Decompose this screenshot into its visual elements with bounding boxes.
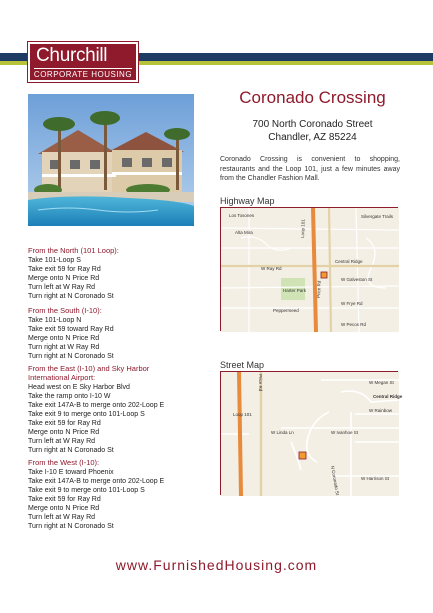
street-road-megan: W Megan St (369, 380, 394, 385)
direction-step: Turn left at W Ray Rd (28, 514, 96, 521)
directions-heading: From the West (I-10): (28, 458, 100, 467)
direction-step: Turn left at W Ray Rd (28, 284, 96, 291)
direction-step: Take exit 59 for Ray Rd (28, 496, 101, 503)
highway-map (220, 207, 398, 331)
direction-step: Turn right at N Coronado St (28, 447, 114, 454)
highway-road-loop-101: Loop 101 (300, 219, 306, 239)
direction-step: Take exit 9 to merge onto 101-Loop S (28, 487, 145, 494)
direction-step: Take the ramp onto I-10 W (28, 393, 111, 400)
highway-place-harter-park: Harter Park (283, 288, 307, 293)
direction-step: Turn right at N Coronado St (28, 293, 114, 300)
property-photo (28, 94, 194, 226)
street-property-pin-icon (299, 452, 306, 459)
logo-name: Churchill (36, 45, 108, 66)
street-road-rainbow: W Rainbow (369, 408, 393, 413)
direction-step: Merge onto N Price Rd (28, 505, 100, 512)
directions-west (28, 458, 218, 531)
direction-step: Merge onto N Price Rd (28, 429, 100, 436)
directions-heading: From the South (I-10): (28, 306, 102, 315)
highway-road-galveston: W Galveston St (341, 277, 373, 282)
direction-step: Take I-10 E toward Phoenix (28, 469, 114, 476)
directions-heading: From the North (101 Loop): (28, 246, 119, 255)
property-pin-icon (321, 272, 327, 278)
street-road-coronado: N Coronado St (330, 465, 341, 496)
direction-step: Turn right at N Coronado St (28, 353, 114, 360)
highway-place-peppermeed: Peppermeed (273, 308, 299, 313)
direction-step: Take exit 147A-B to merge onto 202-Loop E (28, 402, 165, 409)
highway-place-los-tosones: Los Tosones (229, 213, 255, 218)
street-road-harrison: W Harrison St (361, 476, 390, 481)
direction-step: Turn left at W Ray Rd (28, 438, 96, 445)
direction-step: Take exit 59 for Ray Rd (28, 266, 101, 273)
direction-step: Take exit 147A-B to merge onto 202-Loop E (28, 478, 165, 485)
direction-step: Take 101-Loop S (28, 257, 81, 264)
directions-north (28, 246, 218, 301)
direction-step: Take 101-Loop N (28, 317, 82, 324)
website-link[interactable]: www.FurnishedHousing.com (115, 557, 318, 573)
direction-step: Take exit 59 for Ray Rd (28, 420, 101, 427)
city-state-zip: Chandler, AZ 85224 (268, 132, 357, 143)
street-place-central-ridge: Central Ridge (373, 394, 403, 399)
direction-step: Merge onto N Price Rd (28, 335, 100, 342)
street-road-ivanhoe: W Ivanhoe St (331, 430, 359, 435)
highway-place-silvergate: Silvergate Trails (361, 214, 394, 219)
direction-step: Turn right at N Coronado St (28, 523, 114, 530)
street-address: 700 North Coronado Street (252, 119, 373, 130)
street-road-linda: W Linda Ln (271, 430, 294, 435)
logo-divider (34, 68, 132, 69)
logo-tagline: CORPORATE HOUSING (33, 70, 133, 79)
highway-road-frye: W Frye Rd (341, 301, 363, 306)
street-road-loop-101: Loop 101 (233, 412, 252, 417)
direction-step: Head west on E Sky Harbor Blvd (28, 384, 130, 391)
property-address (220, 118, 405, 144)
highway-road-ray: W Ray Rd (261, 266, 282, 271)
street-road-price-north: Price Rd (258, 374, 263, 392)
direction-step: Take exit 59 toward Ray Rd (28, 326, 114, 333)
directions-east (28, 364, 178, 455)
direction-step: Turn right at W Ray Rd (28, 344, 100, 351)
highway-road-price: Price Rd (316, 280, 322, 299)
highway-road-pecos: W Pecos Rd (341, 322, 367, 327)
street-map (220, 371, 403, 496)
highway-place-alta-mira: Alta Mira (235, 230, 253, 235)
direction-step: Take exit 9 to merge onto 101-Loop S (28, 411, 145, 418)
directions-south (28, 306, 218, 361)
street-map-label: Street Map (220, 360, 265, 370)
property-title: Coronado Crossing (239, 88, 386, 107)
property-description: Coronado Crossing is convenient to shopping, restaurants and the Loop 101, just a few minutes away from the Chandler Fashion Mall. (220, 156, 400, 182)
highway-map-label: Highway Map (220, 196, 275, 206)
highway-place-central-ridge: Central Ridge (335, 259, 363, 264)
direction-step: Merge onto N Price Rd (28, 275, 100, 282)
directions-heading: From the East (I-10) and Sky Harbor International Airport: (28, 364, 150, 382)
churchill-logo (28, 42, 138, 82)
